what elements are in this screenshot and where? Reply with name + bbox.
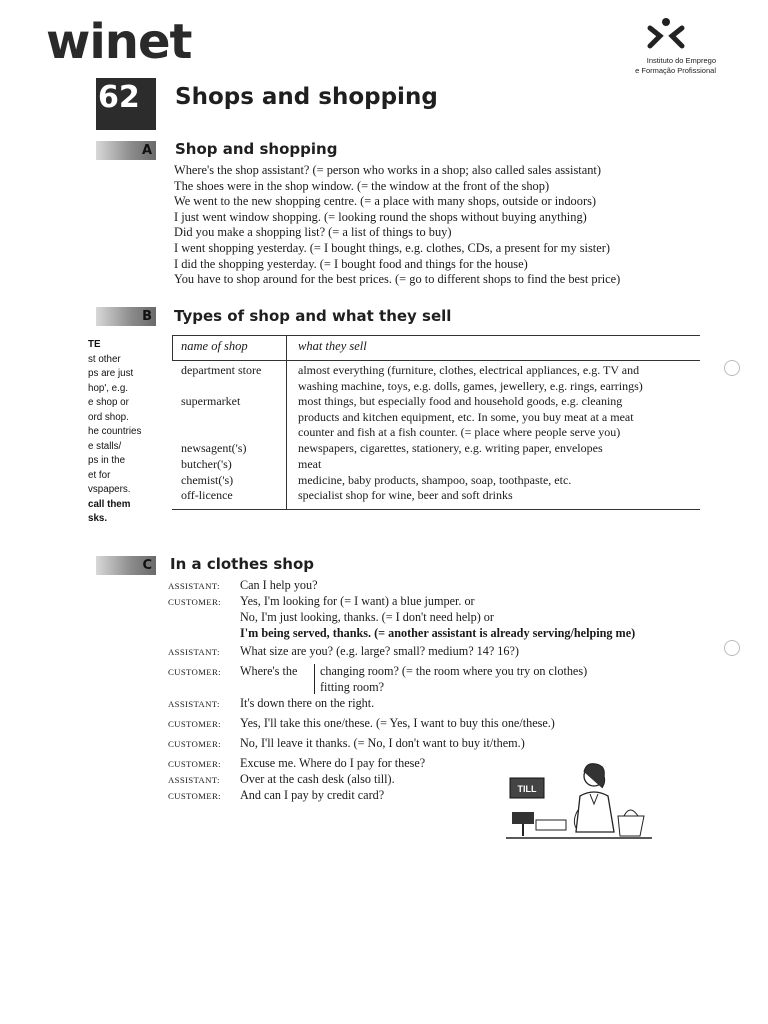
institute-line-1: Instituto do Emprego <box>646 56 716 65</box>
dialogue-text: No, I'll leave it thanks. (= No, I don't want to buy it/them.) <box>240 736 525 750</box>
dialogue-line <box>168 772 238 787</box>
section-a-line: I did the shopping yesterday. (= I bought food and things for the house) <box>174 256 528 271</box>
note-line: e stalls/ <box>88 440 122 452</box>
section-c-tag: C <box>96 556 156 575</box>
table-cell-sell <box>298 473 698 489</box>
section-a-line: The shoes were in the shop window. (= the window at the front of the shop) <box>174 178 550 193</box>
dialogue-text: It's down there on the right. <box>240 696 375 710</box>
sell-line: specialist shop for wine, beer and soft drinks <box>298 488 513 502</box>
note-line: st other <box>88 353 121 365</box>
dialogue-bracket <box>314 664 315 694</box>
section-a-line: Did you make a shopping list? (= a list of things to buy) <box>174 225 452 240</box>
speaker-label: ASSISTANT: <box>168 581 220 591</box>
table-cell-shop: chemist('s) <box>181 473 234 487</box>
dialogue-text: No, I'm just looking, thanks. (= I don't need help) or <box>240 610 494 624</box>
iefp-logo-icon <box>646 16 686 52</box>
sell-line: newspapers, cigarettes, stationery, e.g. writing paper, envelopes <box>298 441 603 455</box>
table-bottom-rule <box>172 509 700 510</box>
table-cell-shop: newsagent('s) <box>181 441 247 455</box>
note-line: et for <box>88 469 111 481</box>
table-cell-sell <box>298 457 698 473</box>
table-cell-shop: department store <box>181 363 262 377</box>
speaker-label: CUSTOMER: <box>168 597 221 607</box>
speaker-label: ASSISTANT: <box>168 647 220 657</box>
dialogue-line <box>168 756 238 771</box>
dialogue-text: fitting room? <box>320 680 384 694</box>
institute-name <box>606 56 716 76</box>
dialogue-text: Yes, I'll take this one/these. (= Yes, I want to buy this one/these.) <box>240 716 555 730</box>
dialogue-text: Over at the cash desk (also till). <box>240 772 395 786</box>
dialogue-text: Where's the <box>240 664 298 678</box>
dialogue-line <box>168 716 238 731</box>
table-cell-shop: off-licence <box>181 488 233 502</box>
dialogue-line <box>168 594 238 609</box>
table-header-rule <box>172 360 700 361</box>
section-a-tag: A <box>96 141 156 160</box>
binder-hole <box>724 360 740 376</box>
table-column-rule <box>286 335 287 509</box>
table-header-shop: name of shop <box>181 339 248 353</box>
section-a-line: Where's the shop assistant? (= person who works in a shop; also called sales assistant) <box>174 163 601 177</box>
section-a-line: I just went window shopping. (= looking round the shops without buying anything) <box>174 209 587 224</box>
table-top-rule <box>172 335 700 336</box>
dialogue-text: I'm being served, thanks. (= another assistant is already serving/helping me) <box>240 626 636 640</box>
sell-line: counter and fish at a fish counter. (= place where people serve you) <box>298 425 621 440</box>
sell-line: medicine, baby products, shampoo, soap, toothpaste, etc. <box>298 473 572 487</box>
dialogue-text: Can I help you? <box>240 578 318 592</box>
binder-hole <box>724 640 740 656</box>
speaker-label: CUSTOMER: <box>168 719 221 729</box>
table-cell-sell <box>298 441 698 457</box>
unit-title: Shops and shopping <box>175 84 438 110</box>
note-line: ord shop. <box>88 411 129 423</box>
margin-note <box>88 338 168 527</box>
dialogue-line <box>168 736 238 751</box>
section-a-line: We went to the new shopping centre. (= a place with many shops, outside or indoors) <box>174 194 597 209</box>
table-header-sell: what they sell <box>298 339 367 353</box>
table-cell-shop: butcher('s) <box>181 457 232 471</box>
dialogue-text: Yes, I'm looking for (= I want) a blue jumper. or <box>240 594 475 608</box>
speaker-label: CUSTOMER: <box>168 739 221 749</box>
dialogue-line <box>168 664 238 679</box>
dialogue-line <box>168 644 238 659</box>
table-cell-shop: supermarket <box>181 394 241 408</box>
sell-line: most things, but especially food and household goods, e.g. cleaning <box>298 394 623 408</box>
speaker-label: ASSISTANT: <box>168 775 220 785</box>
section-b-title: Types of shop and what they sell <box>174 307 452 325</box>
table-cell-sell <box>298 488 698 504</box>
dialogue-text: changing room? (= the room where you try on clothes) <box>320 664 588 678</box>
dialogue-line <box>168 696 238 711</box>
table-cell-sell <box>298 363 698 394</box>
section-a-line: I went shopping yesterday. (= I bought things, e.g. clothes, CDs, a present for my sister) <box>174 240 610 255</box>
table-cell-sell <box>298 394 698 441</box>
note-line: he countries <box>88 426 142 437</box>
section-c-title: In a clothes shop <box>170 555 314 573</box>
note-line: e shop or <box>88 397 129 408</box>
shop-assistant-illustration <box>506 760 652 842</box>
note-line: ps are just <box>88 368 134 379</box>
sell-line: almost everything (furniture, clothes, electrical appliances, e.g. TV and <box>298 363 640 377</box>
note-line: ps in the <box>88 455 126 466</box>
unit-number: 62 <box>96 78 156 130</box>
speaker-label: ASSISTANT: <box>168 699 220 709</box>
speaker-label: CUSTOMER: <box>168 759 221 769</box>
dialogue-line <box>168 788 238 803</box>
winet-logo: winet <box>46 14 192 70</box>
section-a-body <box>174 163 714 288</box>
institute-line-2: e Formação Profissional <box>635 66 716 75</box>
note-line: hop', e.g. <box>88 382 129 394</box>
note-line: call them <box>88 498 131 510</box>
dialogue-text: And can I pay by credit card? <box>240 788 385 802</box>
dialogue-line <box>168 578 238 593</box>
sell-line: meat <box>298 457 322 471</box>
speaker-label: CUSTOMER: <box>168 667 221 677</box>
dialogue-text: What size are you? (e.g. large? small? medium? 14? 16?) <box>240 644 519 658</box>
note-line: sks. <box>88 513 108 524</box>
section-a-title: Shop and shopping <box>175 140 338 158</box>
note-line: TE <box>88 339 101 350</box>
sell-line: products and kitchen equipment, etc. In some, you buy meat at a meat <box>298 409 634 424</box>
dialogue-text: Excuse me. Where do I pay for these? <box>240 756 426 770</box>
till-sign: TILL <box>517 784 537 794</box>
table-left-rule <box>172 335 173 360</box>
note-line: vspapers. <box>88 484 131 495</box>
sell-line: washing machine, toys, e.g. dolls, games, jewellery, e.g. rings, earrings) <box>298 378 643 393</box>
speaker-label: CUSTOMER: <box>168 791 221 801</box>
section-a-line: You have to shop around for the best prices. (= go to different shops to find the best price) <box>174 272 621 287</box>
section-b-tag: B <box>96 307 156 326</box>
